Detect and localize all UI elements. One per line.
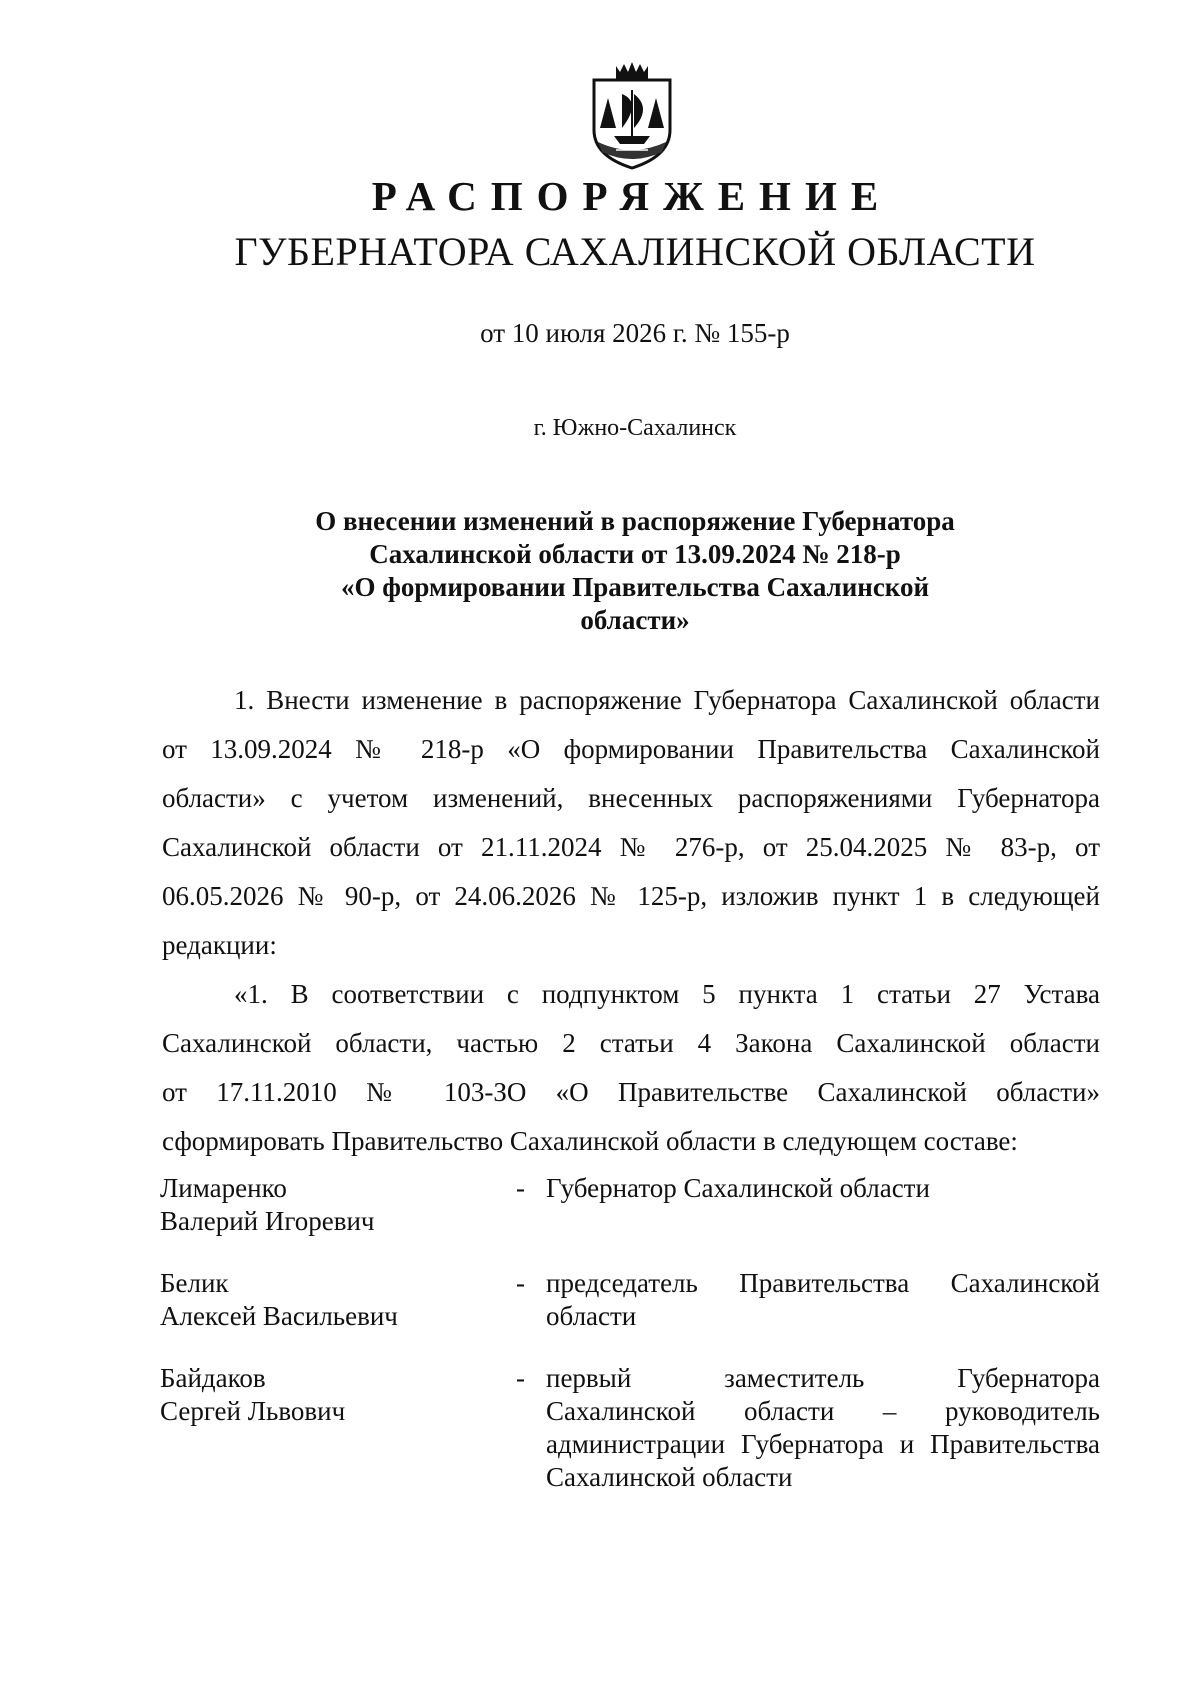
member-dash: -	[516, 1363, 525, 1393]
member-position-line: Сахалинской области	[546, 1462, 793, 1492]
paragraph-line: 06.05.2026 № 90-р, от 24.06.2026 № 125-р, изложив пункт 1 в следующей	[162, 881, 1100, 911]
member-position-line: Сахалинской области – руководитель	[546, 1396, 1100, 1426]
member-position-line: первый заместитель Губернатора	[546, 1363, 1100, 1393]
member-given-name: Алексей Васильевич	[160, 1301, 398, 1331]
sakhalin-coat-of-arms-icon	[586, 58, 678, 170]
paragraph-line: редакции:	[162, 930, 277, 960]
paragraph-line: Сахалинской области, частью 2 статьи 4 Закона Сахалинской области	[162, 1028, 1100, 1058]
document-subject	[260, 505, 1010, 637]
subject-line: Сахалинской области от 13.09.2024 № 218-р	[369, 539, 901, 569]
member-position	[546, 1267, 1100, 1333]
member-name	[160, 1362, 520, 1428]
member-surname: Лимаренко	[160, 1173, 287, 1203]
paragraph-line: 1. Внести изменение в распоряжение Губернатора Сахалинской области	[234, 685, 1100, 715]
member-given-name: Сергей Львович	[160, 1396, 346, 1426]
member-name	[160, 1267, 520, 1333]
paragraph-line: от 17.11.2010 № 103-ЗО «О Правительстве Сахалинской области»	[162, 1077, 1100, 1107]
paragraph-line: «1. В соответствии с подпунктом 5 пункта 1 статьи 27 Устава	[234, 979, 1100, 1009]
member-position-line: председатель Правительства Сахалинской	[546, 1268, 1100, 1298]
member-position-line: области	[546, 1301, 637, 1331]
member-given-name: Валерий Игоревич	[160, 1206, 375, 1236]
subject-line: области»	[580, 605, 690, 635]
member-position	[546, 1172, 1100, 1205]
document-date-number: от 10 июля 2026 г. № 155-р	[480, 318, 790, 348]
member-position-line: администрации Губернатора и Правительства	[546, 1429, 1100, 1459]
document-city: г. Южно-Сахалинск	[533, 415, 737, 441]
subject-line: «О формировании Правительства Сахалинской	[340, 572, 930, 602]
member-dash: -	[516, 1173, 525, 1203]
paragraph-line: от 13.09.2024 № 218-р «О формировании Правительства Сахалинской	[162, 734, 1100, 764]
member-surname: Белик	[160, 1268, 229, 1298]
member-surname: Байдаков	[160, 1363, 266, 1393]
member-dash: -	[516, 1268, 525, 1298]
member-position	[546, 1362, 1100, 1494]
document-issuer: ГУБЕРНАТОРА САХАЛИНСКОЙ ОБЛАСТИ	[234, 229, 1036, 274]
subject-line: О внесении изменений в распоряжение Губернатора	[315, 506, 955, 536]
member-position-line: Губернатор Сахалинской области	[546, 1173, 930, 1203]
paragraph-line: Сахалинской области от 21.11.2024 № 276-р, от 25.04.2025 № 83-р, от	[162, 832, 1100, 862]
paragraph-line: области» с учетом изменений, внесенных распоряжениями Губернатора	[162, 783, 1100, 813]
member-name	[160, 1172, 520, 1238]
paragraph-line: сформировать Правительство Сахалинской области в следующем составе:	[162, 1126, 1018, 1156]
document-type-title: РАСПОРЯЖЕНИЕ	[371, 173, 893, 219]
